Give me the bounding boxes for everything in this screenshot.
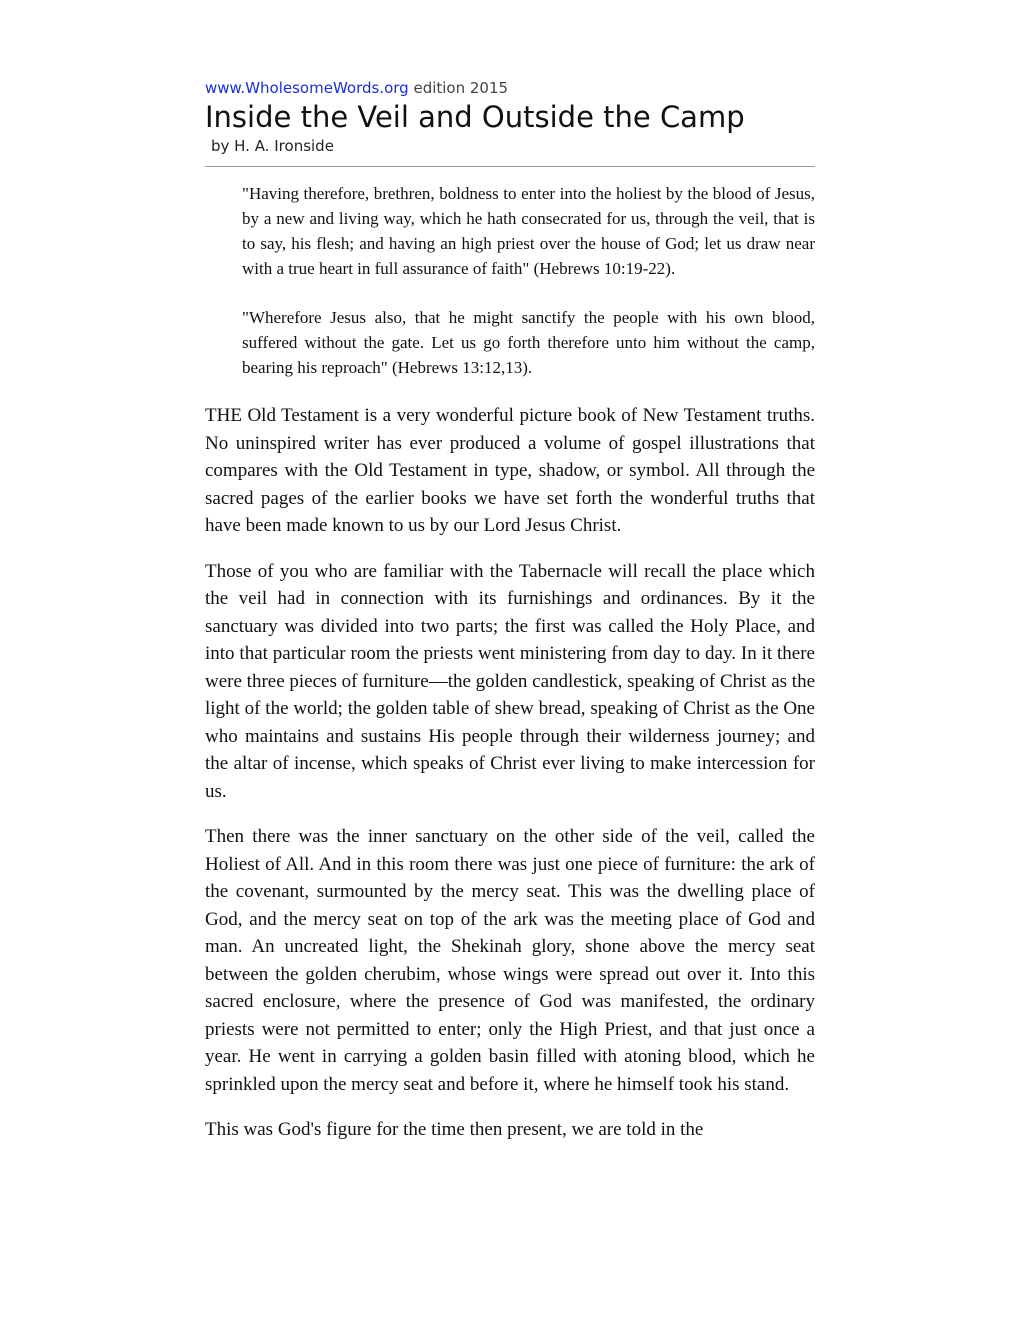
article-body xyxy=(205,402,815,1144)
body-paragraph: THE Old Testament is a very wonderful picture book of New Testament truths. No uninspired writer has ever produced a volume of gospel illustrations that compares with the Old Testament in type, shadow, or symbol. All through the sacred pages of the earlier books we have set forth the wonderful truths that have been made known to us by our Lord Jesus Christ. xyxy=(205,405,815,536)
body-paragraph: Then there was the inner sanctuary on the other side of the veil, called the Holiest of All. And in this room there was just one piece of furniture: the ark of the covenant, surmounted by the mercy seat. This was the dwelling place of God, and the mercy seat on top of the ark was the meeting place of God and man. An uncreated light, the Shekinah glory, shone above the mercy seat between the golden cherubim, whose wings were spread out over it. Into this sacred enclosure, where the presence of God was manifested, the ordinary priests were not permitted to enter; only the High Priest, and that just once a year. He went in carrying a golden basin filled with atoning blood, which he sprinkled upon the mercy seat and before it, where he himself took his stand. xyxy=(205,826,815,1095)
site-link[interactable]: www.WholesomeWords.org xyxy=(205,79,409,97)
body-paragraph: This was God's figure for the time then present, we are told in the xyxy=(205,1119,704,1140)
masthead xyxy=(205,78,815,98)
byline: by H. A. Ironside xyxy=(211,137,334,155)
header-divider xyxy=(205,166,815,167)
document-page xyxy=(205,78,815,1162)
body-paragraph: Those of you who are familiar with the Tabernacle will recall the place which the veil had in connection with its furnishings and ordinances. By it the sanctuary was divided into two parts; the first was called the Holy Place, and into that particular room the priests went ministering from day to day. In it there were three pieces of furniture—the golden candlestick, speaking of Christ as the light of the world; the golden table of shew bread, speaking of Christ as the One who maintains and sustains His people through their wilderness journey; and the altar of incense, which speaks of Christ ever living to make intercession for us. xyxy=(205,560,815,802)
edition-label: edition 2015 xyxy=(413,79,509,97)
epigraph-block xyxy=(242,181,815,380)
epigraph-quote: "Having therefore, brethren, boldness to enter into the holiest by the blood of Jesus, by a new and living way, which he hath consecrated for us, through the veil, that is to say, his flesh; and having an high priest over the house of God; let us draw near with a true heart in full assurance of faith" (Hebrews 10:19-22). xyxy=(242,184,815,278)
epigraph-quote: "Wherefore Jesus also, that he might sanctify the people with his own blood, suffered without the gate. Let us go forth therefore unto him without the camp, bearing his reproach" (Hebrews 13:12,13). xyxy=(242,308,815,377)
page-title: Inside the Veil and Outside the Camp xyxy=(205,100,745,134)
